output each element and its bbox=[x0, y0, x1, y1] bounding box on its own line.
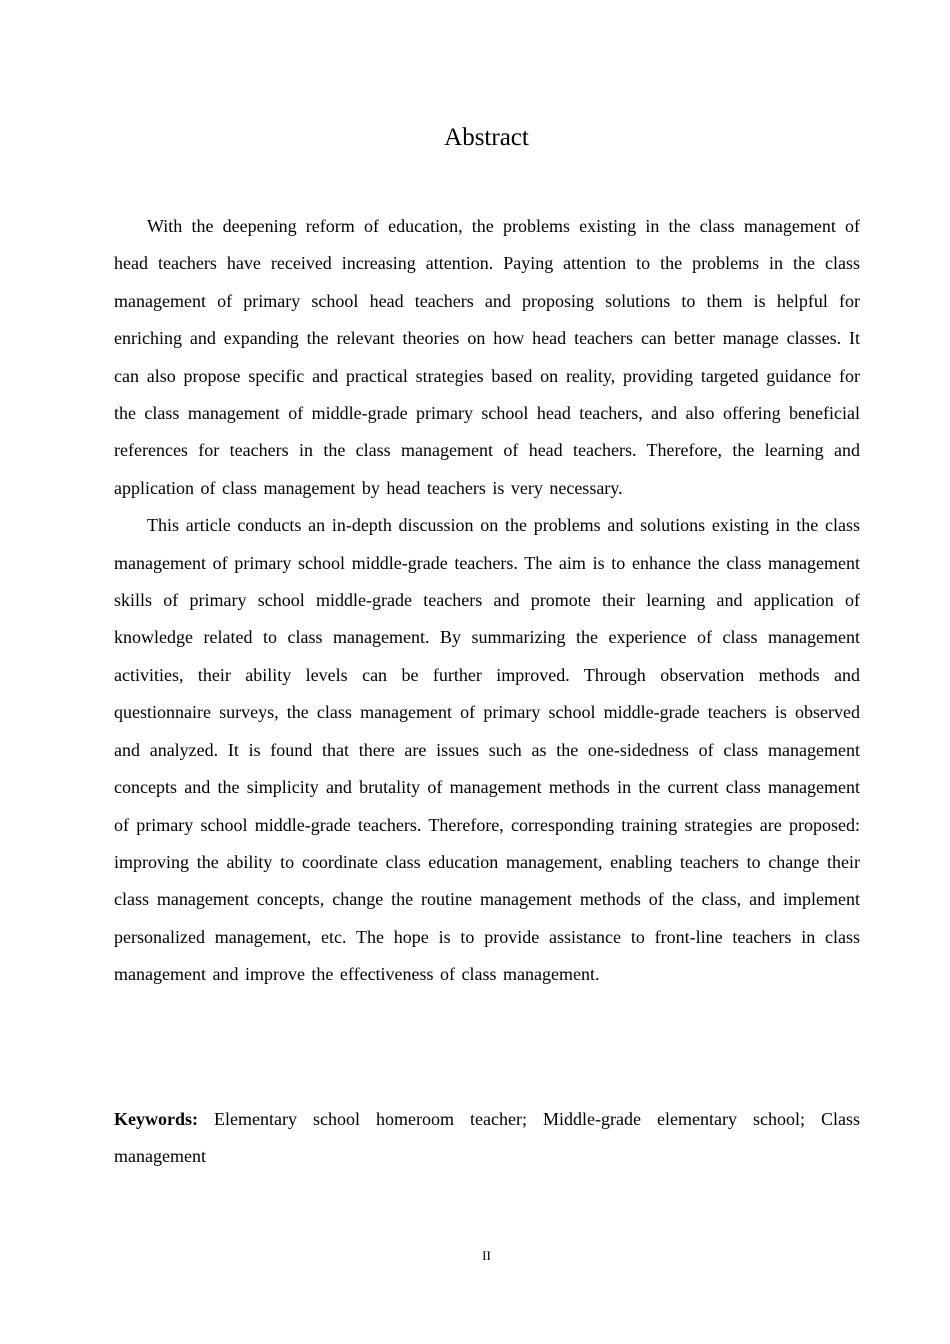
keywords-label: Keywords: bbox=[114, 1109, 198, 1129]
abstract-body bbox=[114, 208, 860, 994]
abstract-paragraph-1: With the deepening reform of education, the problems existing in the class management of head teachers have received increasing attention. Paying attention to the problems in the class management of primary school head teachers and proposing solutions to them is helpful for enriching and expanding the relevant theories on how head teachers can better manage classes. It can also propose specific and practical strategies based on reality, providing targeted guidance for the class management of middle-grade primary school head teachers, and also offering beneficial references for teachers in the class management of head teachers. Therefore, the learning and application of class management by head teachers is very necessary. bbox=[114, 216, 860, 498]
page-number: II bbox=[482, 1248, 491, 1263]
page-title: Abstract bbox=[444, 124, 529, 151]
abstract-paragraph-2: This article conducts an in-depth discussion on the problems and solutions existing in the class management of primary school middle-grade teachers. The aim is to enhance the class management skills of primary school middle-grade teachers and promote their learning and application of knowledge related to class management. By summarizing the experience of class management activities, their ability levels can be further improved. Through observation methods and questionnaire surveys, the class management of primary school middle-grade teachers is observed and analyzed. It is found that there are issues such as the one-sidedness of class management concepts and the simplicity and brutality of management methods in the current class management of primary school middle-grade teachers. Therefore, corresponding training strategies are proposed: improving the ability to coordinate class education management, enabling teachers to change their class management concepts, change the routine management methods of the class, and implement personalized management, etc. The hope is to provide assistance to front-line teachers in class management and improve the effectiveness of class management. bbox=[114, 515, 860, 985]
keywords-line bbox=[114, 1101, 860, 1176]
keywords-text: Elementary school homeroom teacher; Middle-grade elementary school; Class management bbox=[114, 1109, 861, 1167]
